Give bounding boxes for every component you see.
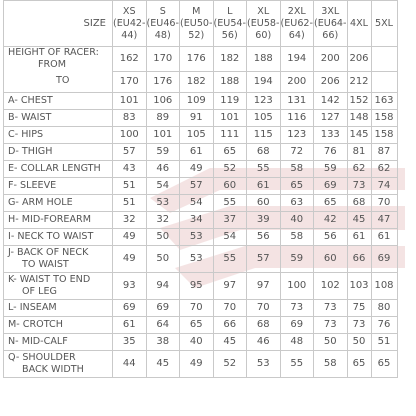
measurement-label: C- HIPS bbox=[4, 126, 113, 143]
measurement-value: 51 bbox=[371, 333, 397, 350]
measurement-value: 45 bbox=[213, 333, 247, 350]
measurement-value: 70 bbox=[247, 299, 281, 316]
height-from-cell: 200 bbox=[314, 47, 348, 72]
measurement-label bbox=[4, 272, 113, 299]
measurement-value: 47 bbox=[371, 211, 397, 228]
measurement-value: 101 bbox=[113, 92, 147, 109]
measurement-label-line2: OF LEG bbox=[22, 285, 57, 297]
height-from-cell: 188 bbox=[247, 47, 281, 72]
measurement-value: 49 bbox=[113, 228, 147, 245]
measurement-value: 75 bbox=[347, 299, 371, 316]
measurement-value: 59 bbox=[314, 160, 348, 177]
size-eu-range: (EU58- bbox=[247, 17, 280, 29]
measurement-row bbox=[4, 333, 398, 350]
measurement-label: M- CROTCH bbox=[4, 316, 113, 333]
measurement-value: 152 bbox=[347, 92, 371, 109]
size-code: XL bbox=[257, 5, 270, 17]
measurement-value: 70 bbox=[213, 299, 247, 316]
height-from-cell: 170 bbox=[146, 47, 180, 72]
measurement-value: 163 bbox=[371, 92, 397, 109]
measurement-row bbox=[4, 245, 398, 272]
height-to-row bbox=[4, 71, 398, 92]
measurement-value: 72 bbox=[280, 143, 314, 160]
measurement-value: 95 bbox=[180, 272, 214, 299]
measurement-row bbox=[4, 316, 398, 333]
measurement-value: 103 bbox=[347, 272, 371, 299]
measurement-value: 105 bbox=[247, 109, 281, 126]
size-col-5xl: 5XL bbox=[371, 1, 397, 47]
measurement-value: 87 bbox=[371, 143, 397, 160]
height-label-to: TO bbox=[4, 71, 113, 92]
measurement-value: 61 bbox=[347, 228, 371, 245]
measurement-value: 50 bbox=[347, 333, 371, 350]
measurement-value: 57 bbox=[247, 245, 281, 272]
size-eu-range: (EU62- bbox=[280, 17, 313, 29]
measurement-value: 60 bbox=[213, 177, 247, 194]
measurement-value: 70 bbox=[371, 194, 397, 211]
height-to-cell: 206 bbox=[314, 71, 348, 92]
measurement-value: 127 bbox=[314, 109, 348, 126]
measurement-value: 49 bbox=[180, 350, 214, 377]
measurement-value: 64 bbox=[146, 316, 180, 333]
measurement-value: 123 bbox=[280, 126, 314, 143]
measurement-value: 55 bbox=[213, 194, 247, 211]
height-to-cell: 176 bbox=[146, 71, 180, 92]
measurement-value: 61 bbox=[113, 316, 147, 333]
measurement-value: 46 bbox=[247, 333, 281, 350]
measurement-value: 58 bbox=[280, 160, 314, 177]
measurement-value: 49 bbox=[180, 160, 214, 177]
measurement-value: 65 bbox=[180, 316, 214, 333]
measurement-row bbox=[4, 228, 398, 245]
measurement-value: 68 bbox=[347, 194, 371, 211]
measurement-value: 100 bbox=[113, 126, 147, 143]
measurement-label-line1: J- BACK OF NECK bbox=[8, 246, 89, 258]
measurement-value: 50 bbox=[146, 245, 180, 272]
measurement-value: 133 bbox=[314, 126, 348, 143]
measurement-value: 56 bbox=[314, 228, 348, 245]
measurement-value: 105 bbox=[180, 126, 214, 143]
measurement-value: 46 bbox=[146, 160, 180, 177]
measurement-value: 55 bbox=[247, 160, 281, 177]
measurement-value: 60 bbox=[314, 245, 348, 272]
size-code: 3XL bbox=[321, 5, 340, 17]
measurement-value: 53 bbox=[146, 194, 180, 211]
size-col-4xl: 4XL bbox=[347, 1, 371, 47]
height-to-cell: 212 bbox=[347, 71, 371, 92]
measurement-value: 145 bbox=[347, 126, 371, 143]
measurement-value: 40 bbox=[280, 211, 314, 228]
measurement-value: 54 bbox=[146, 177, 180, 194]
measurement-label-line1: Q- SHOULDER bbox=[8, 351, 76, 363]
measurement-value: 101 bbox=[213, 109, 247, 126]
measurement-value: 57 bbox=[180, 177, 214, 194]
size-code: 2XL bbox=[287, 5, 306, 17]
measurement-value: 39 bbox=[247, 211, 281, 228]
measurement-value: 74 bbox=[371, 177, 397, 194]
measurement-value: 76 bbox=[314, 143, 348, 160]
size-col-xs bbox=[113, 1, 147, 47]
measurement-value: 69 bbox=[146, 299, 180, 316]
measurement-value: 94 bbox=[146, 272, 180, 299]
measurement-value: 62 bbox=[371, 160, 397, 177]
measurement-value: 73 bbox=[347, 316, 371, 333]
measurement-value: 49 bbox=[113, 245, 147, 272]
measurement-label bbox=[4, 350, 113, 377]
measurement-value: 100 bbox=[280, 272, 314, 299]
measurement-value: 68 bbox=[247, 143, 281, 160]
height-to-cell: 182 bbox=[180, 71, 214, 92]
size-header-label: SIZE bbox=[4, 1, 113, 47]
measurement-value: 69 bbox=[280, 316, 314, 333]
measurement-value: 93 bbox=[113, 272, 147, 299]
measurement-value: 62 bbox=[347, 160, 371, 177]
size-col-2xl bbox=[280, 1, 314, 47]
size-eu-range-end: 52) bbox=[188, 29, 205, 41]
measurement-value: 58 bbox=[280, 228, 314, 245]
measurement-label: H- MID-FOREARM bbox=[4, 211, 113, 228]
size-eu-range: (EU54- bbox=[213, 17, 246, 29]
measurement-label: D- THIGH bbox=[4, 143, 113, 160]
measurement-value: 66 bbox=[347, 245, 371, 272]
measurement-value: 148 bbox=[347, 109, 371, 126]
height-from-cell bbox=[371, 47, 397, 72]
measurement-value: 53 bbox=[247, 350, 281, 377]
height-from-cell: 176 bbox=[180, 47, 214, 72]
measurement-value: 61 bbox=[180, 143, 214, 160]
measurement-row bbox=[4, 143, 398, 160]
measurement-value: 42 bbox=[314, 211, 348, 228]
measurement-rows bbox=[4, 92, 398, 377]
measurement-value: 34 bbox=[180, 211, 214, 228]
measurement-value: 52 bbox=[213, 350, 247, 377]
measurement-value: 80 bbox=[371, 299, 397, 316]
measurement-value: 158 bbox=[371, 126, 397, 143]
measurement-value: 44 bbox=[113, 350, 147, 377]
size-code: XS bbox=[122, 5, 136, 17]
measurement-label: I- NECK TO WAIST bbox=[4, 228, 113, 245]
measurement-value: 63 bbox=[280, 194, 314, 211]
size-col-xl bbox=[247, 1, 281, 47]
measurement-value: 73 bbox=[314, 299, 348, 316]
measurement-label: N- MID-CALF bbox=[4, 333, 113, 350]
measurement-value: 65 bbox=[314, 194, 348, 211]
measurement-value: 81 bbox=[347, 143, 371, 160]
measurement-value: 48 bbox=[280, 333, 314, 350]
height-from-row bbox=[4, 47, 398, 72]
size-eu-range-end: 44) bbox=[121, 29, 138, 41]
measurement-value: 60 bbox=[247, 194, 281, 211]
measurement-value: 32 bbox=[113, 211, 147, 228]
measurement-value: 65 bbox=[371, 350, 397, 377]
measurement-value: 45 bbox=[146, 350, 180, 377]
measurement-value: 51 bbox=[113, 177, 147, 194]
measurement-value: 37 bbox=[213, 211, 247, 228]
measurement-value: 57 bbox=[113, 143, 147, 160]
height-from-cell: 182 bbox=[213, 47, 247, 72]
measurement-value: 53 bbox=[180, 228, 214, 245]
measurement-value: 65 bbox=[347, 350, 371, 377]
measurement-value: 55 bbox=[213, 245, 247, 272]
size-col-m bbox=[180, 1, 214, 47]
measurement-value: 56 bbox=[247, 228, 281, 245]
measurement-row bbox=[4, 272, 398, 299]
measurement-value: 45 bbox=[347, 211, 371, 228]
measurement-value: 50 bbox=[146, 228, 180, 245]
measurement-row bbox=[4, 299, 398, 316]
measurement-label: G- ARM HOLE bbox=[4, 194, 113, 211]
measurement-value: 109 bbox=[180, 92, 214, 109]
measurement-value: 54 bbox=[180, 194, 214, 211]
measurement-row bbox=[4, 109, 398, 126]
measurement-value: 52 bbox=[213, 160, 247, 177]
measurement-value: 115 bbox=[247, 126, 281, 143]
height-label bbox=[4, 47, 113, 72]
measurement-value: 66 bbox=[213, 316, 247, 333]
measurement-label: L- INSEAM bbox=[4, 299, 113, 316]
measurement-row bbox=[4, 194, 398, 211]
measurement-value: 32 bbox=[146, 211, 180, 228]
measurement-value: 53 bbox=[180, 245, 214, 272]
measurement-value: 58 bbox=[314, 350, 348, 377]
height-to-cell: 188 bbox=[213, 71, 247, 92]
size-eu-range: (EU42- bbox=[113, 17, 146, 29]
measurement-value: 70 bbox=[180, 299, 214, 316]
height-from-cell: 194 bbox=[280, 47, 314, 72]
size-eu-range-end: 66) bbox=[322, 29, 339, 41]
measurement-label-line2: BACK WIDTH bbox=[22, 363, 84, 375]
measurement-value: 131 bbox=[280, 92, 314, 109]
height-label-from: FROM bbox=[38, 59, 67, 70]
measurement-label: F- SLEEVE bbox=[4, 177, 113, 194]
measurement-value: 73 bbox=[280, 299, 314, 316]
measurement-value: 111 bbox=[213, 126, 247, 143]
height-to-cell: 170 bbox=[113, 71, 147, 92]
measurement-value: 97 bbox=[247, 272, 281, 299]
measurement-value: 50 bbox=[314, 333, 348, 350]
measurement-row bbox=[4, 160, 398, 177]
measurement-value: 40 bbox=[180, 333, 214, 350]
measurement-value: 51 bbox=[113, 194, 147, 211]
measurement-row bbox=[4, 126, 398, 143]
height-from-cell: 162 bbox=[113, 47, 147, 72]
size-code: M bbox=[192, 5, 201, 17]
measurement-value: 68 bbox=[247, 316, 281, 333]
measurement-value: 54 bbox=[213, 228, 247, 245]
measurement-row bbox=[4, 211, 398, 228]
measurement-value: 61 bbox=[371, 228, 397, 245]
measurement-value: 35 bbox=[113, 333, 147, 350]
size-eu-range-end: 56) bbox=[221, 29, 238, 41]
measurement-value: 65 bbox=[213, 143, 247, 160]
measurement-value: 106 bbox=[146, 92, 180, 109]
header-row bbox=[4, 1, 398, 47]
size-code: L bbox=[227, 5, 233, 17]
measurement-value: 91 bbox=[180, 109, 214, 126]
measurement-value: 119 bbox=[213, 92, 247, 109]
measurement-value: 97 bbox=[213, 272, 247, 299]
height-to-cell bbox=[371, 71, 397, 92]
size-col-s bbox=[146, 1, 180, 47]
measurement-value: 123 bbox=[247, 92, 281, 109]
measurement-value: 116 bbox=[280, 109, 314, 126]
measurement-value: 55 bbox=[280, 350, 314, 377]
measurement-label: A- CHEST bbox=[4, 92, 113, 109]
measurement-value: 76 bbox=[371, 316, 397, 333]
size-col-3xl bbox=[314, 1, 348, 47]
measurement-value: 69 bbox=[113, 299, 147, 316]
size-eu-range: (EU50- bbox=[180, 17, 213, 29]
measurement-value: 73 bbox=[347, 177, 371, 194]
size-eu-range-end: 60) bbox=[255, 29, 272, 41]
measurement-value: 158 bbox=[371, 109, 397, 126]
measurement-label: E- COLLAR LENGTH bbox=[4, 160, 113, 177]
measurement-value: 59 bbox=[146, 143, 180, 160]
measurement-value: 142 bbox=[314, 92, 348, 109]
measurement-value: 69 bbox=[314, 177, 348, 194]
measurement-row bbox=[4, 350, 398, 377]
size-col-l bbox=[213, 1, 247, 47]
measurement-value: 108 bbox=[371, 272, 397, 299]
size-eu-range-end: 48) bbox=[154, 29, 171, 41]
measurement-value: 61 bbox=[247, 177, 281, 194]
size-eu-range-end: 64) bbox=[288, 29, 305, 41]
measurement-row bbox=[4, 92, 398, 109]
size-chart-table bbox=[3, 0, 398, 378]
measurement-value: 83 bbox=[113, 109, 147, 126]
height-label-line1: HEIGHT OF RACER: bbox=[8, 47, 99, 58]
size-code: S bbox=[159, 5, 166, 17]
size-eu-range: (EU46- bbox=[146, 17, 179, 29]
measurement-value: 69 bbox=[371, 245, 397, 272]
measurement-value: 38 bbox=[146, 333, 180, 350]
height-to-cell: 194 bbox=[247, 71, 281, 92]
measurement-label-line2: TO WAIST bbox=[22, 258, 69, 270]
measurement-value: 101 bbox=[146, 126, 180, 143]
measurement-label: B- WAIST bbox=[4, 109, 113, 126]
measurement-value: 43 bbox=[113, 160, 147, 177]
measurement-value: 73 bbox=[314, 316, 348, 333]
size-eu-range: (EU64- bbox=[314, 17, 347, 29]
height-from-cell: 206 bbox=[347, 47, 371, 72]
measurement-value: 89 bbox=[146, 109, 180, 126]
measurement-label-line1: K- WAIST TO END bbox=[8, 273, 91, 285]
measurement-value: 65 bbox=[280, 177, 314, 194]
measurement-value: 102 bbox=[314, 272, 348, 299]
measurement-value: 59 bbox=[280, 245, 314, 272]
measurement-row bbox=[4, 177, 398, 194]
height-to-cell: 200 bbox=[280, 71, 314, 92]
measurement-label bbox=[4, 245, 113, 272]
